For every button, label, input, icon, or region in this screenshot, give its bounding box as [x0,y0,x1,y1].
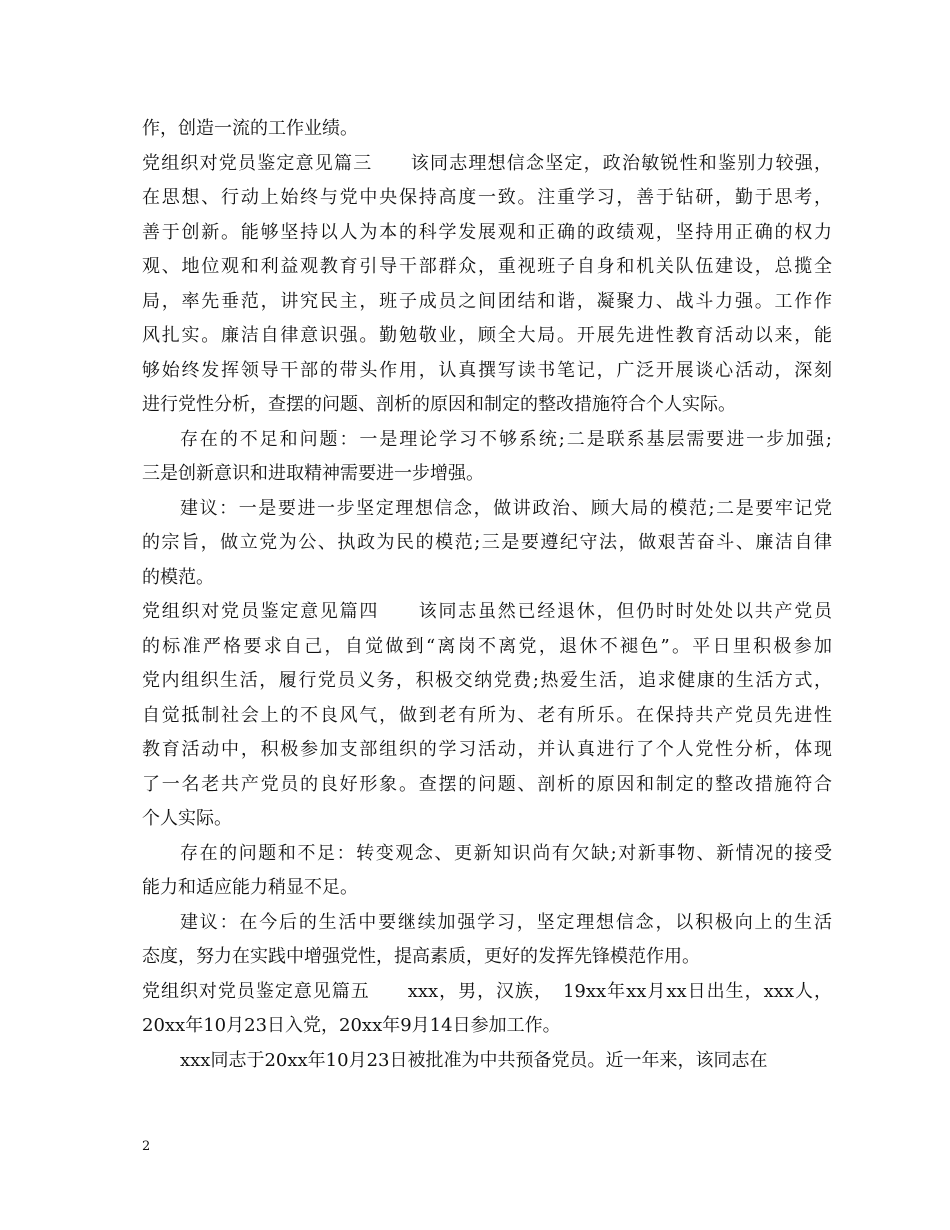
text-line: 党内组织生活，履行党员义务，积极交纳党费;热爱生活，追求健康的生活方式， [142,670,832,691]
text-line: 建议：一是要进一步坚定理想信念，做讲政治、顾大局的模范;二是要牢记党 [180,497,832,519]
paragraph [142,595,832,837]
text-line: 进行党性分析，查摆的问题、剖析的原因和制定的整改措施符合个人实际。 [142,394,736,415]
text-line: 观、地位观和利益观教育引导干部群众，重视班子自身和机关队伍建设，总揽全 [142,256,832,277]
paragraph [142,423,832,492]
paragraph [142,837,832,906]
paragraph [142,492,832,596]
text-line: 三是创新意识和进取精神需要进一步增强。 [142,463,484,484]
text-line: 党组织对党员鉴定意见篇五 xxx，男，汉族， 19xx年xx月xx日出生，xxx人， [142,980,832,1002]
text-line: 存在的问题和不足：转变观念、更新知识尚有欠缺;对新事物、新情况的接受 [180,842,832,864]
text-line: 了一名老共产党员的良好形象。查摆的问题、剖析的原因和制定的整改措施符合 [142,773,832,795]
paragraph [142,147,832,423]
text-line: 局，率先垂范，讲究民主，班子成员之间团结和谐，凝聚力、战斗力强。工作作 [142,290,832,312]
text-line: 党组织对党员鉴定意见篇三 该同志理想信念坚定，政治敏锐性和鉴别力较强， [142,152,832,174]
text-line: 善于创新。能够坚持以人为本的科学发展观和正确的政绩观，坚持用正确的权力 [142,221,832,243]
text-line: 自觉抵制社会上的不良风气，做到老有所为、老有所乐。在保持共产党员先进性 [142,704,832,726]
text-line: 在思想、行动上始终与党中央保持高度一致。注重学习，善于钻研，勤于思考， [142,187,832,208]
page-number: 2 [142,1139,151,1154]
text-line: 的模范。 [142,566,214,588]
paragraph [142,112,832,147]
text-line: 风扎实。廉洁自律意识强。勤勉敬业，顾全大局。开展先进性教育活动以来，能 [142,325,832,346]
paragraph [142,906,832,975]
document-page [142,112,832,1078]
text-line: 存在的不足和问题：一是理论学习不够系统;二是联系基层需要进一步加强; [180,428,832,450]
paragraph [142,975,832,1044]
text-line: 20xx年10月23日入党，20xx年9月14日参加工作。 [142,1015,561,1036]
text-line: 党组织对党员鉴定意见篇四 该同志虽然已经退休，但仍时时处处以共产党员 [142,601,832,622]
text-line: 建议：在今后的生活中要继续加强学习，坚定理想信念，以积极向上的生活 [180,911,832,933]
text-line: 的宗旨，做立党为公、执政为民的模范;三是要遵纪守法，做艰苦奋斗、廉洁自律 [142,532,832,553]
text-line: 的标准严格要求自己，自觉做到“离岗不离党，退休不褪色”。平日里积极参加 [142,635,832,657]
text-line: 个人实际。 [142,808,232,829]
text-line: 教育活动中，积极参加支部组织的学习活动，并认真进行了个人党性分析，体现 [142,739,832,760]
text-line: xxx同志于20xx年10月23日被批准为中共预备党员。近一年来，该同志在 [180,1049,768,1071]
text-line: 态度，努力在实践中增强党性，提高素质，更好的发挥先锋模范作用。 [142,946,700,967]
paragraph [142,1044,832,1079]
text-line: 够始终发挥领导干部的带头作用，认真撰写读书笔记，广泛开展谈心活动，深刻 [142,359,832,381]
text-line: 能力和适应能力稍显不足。 [142,877,358,898]
text-line: 作，创造一流的工作业绩。 [142,118,358,139]
